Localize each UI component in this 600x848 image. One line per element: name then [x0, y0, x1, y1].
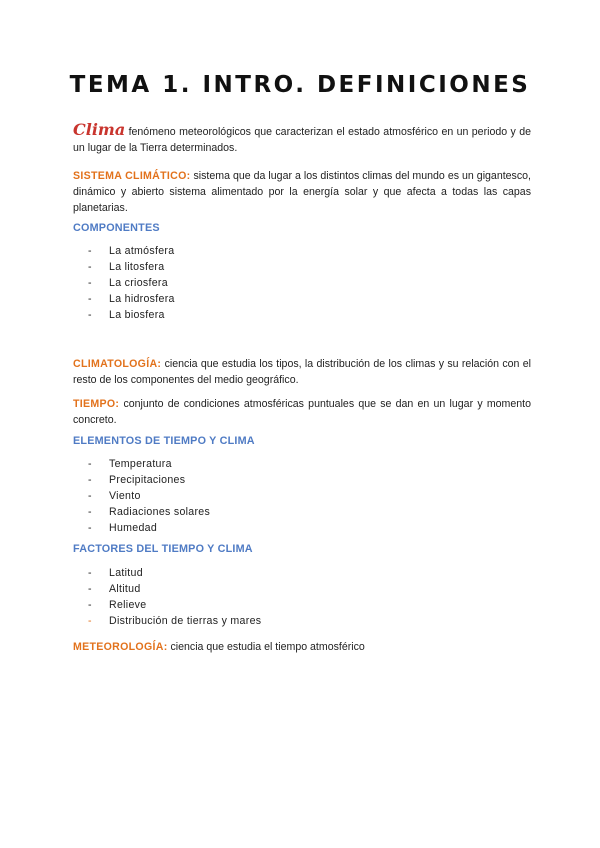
- list-item: - La criosfera: [88, 277, 168, 289]
- climatologia-text: ciencia que estudia los tipos, la distribución de los climas y su relación con el resto de los componentes del medio geográfico.: [73, 358, 531, 386]
- list-item: - La litosfera: [88, 261, 165, 273]
- meteorologia-definition: [73, 639, 531, 655]
- elementos-list: [88, 456, 210, 536]
- clima-term: Clima: [73, 120, 126, 139]
- clima-text: fenómeno meteorológicos que caracterizan el estado atmosférico en un periodo y de un lugar de la Tierra determinados.: [73, 126, 531, 154]
- tiempo-text: conjunto de condiciones atmosféricas puntuales que se dan en un lugar y momento concreto.: [73, 398, 531, 426]
- componentes-list: [88, 243, 175, 323]
- tiempo-definition: [73, 396, 531, 428]
- list-item: - La hidrosfera: [88, 293, 175, 305]
- list-item: - Precipitaciones: [88, 474, 186, 486]
- list-item: - Relieve: [88, 599, 147, 611]
- list-item: - Distribución de tierras y mares: [88, 615, 262, 627]
- list-item: - Radiaciones solares: [88, 506, 211, 518]
- tiempo-term: TIEMPO:: [73, 398, 120, 410]
- factores-heading: FACTORES DEL TIEMPO Y CLIMA: [73, 543, 253, 555]
- meteorologia-text: ciencia que estudia el tiempo atmosférico: [167, 641, 365, 653]
- clima-definition: [73, 122, 531, 156]
- list-item: - Viento: [88, 490, 141, 502]
- factores-list: [88, 565, 261, 629]
- list-item: - Latitud: [88, 567, 143, 579]
- list-item: - Altitud: [88, 583, 141, 595]
- list-item: - Temperatura: [88, 458, 172, 470]
- climatologia-definition: [73, 356, 531, 388]
- list-item: - La biosfera: [88, 309, 165, 321]
- sistema-climatico-text: sistema que da lugar a los distintos climas del mundo es un gigantesco, dinámico y abierto sistema alimentado por la energía solar y que afecta a todas las capas planetarias.: [73, 170, 531, 214]
- meteorologia-term: METEOROLOGÍA:: [73, 641, 168, 653]
- sistema-climatico-term: SISTEMA CLIMÁTICO:: [73, 170, 191, 182]
- componentes-heading: COMPONENTES: [73, 222, 160, 234]
- climatologia-term: CLIMATOLOGÍA:: [73, 358, 162, 370]
- list-item: - Humedad: [88, 522, 158, 534]
- sistema-climatico-definition: [73, 168, 531, 216]
- elementos-heading: ELEMENTOS DE TIEMPO Y CLIMA: [73, 435, 255, 447]
- list-item: - La atmósfera: [88, 245, 175, 257]
- page-title: TEMA 1. INTRO. DEFINICIONES: [69, 72, 531, 98]
